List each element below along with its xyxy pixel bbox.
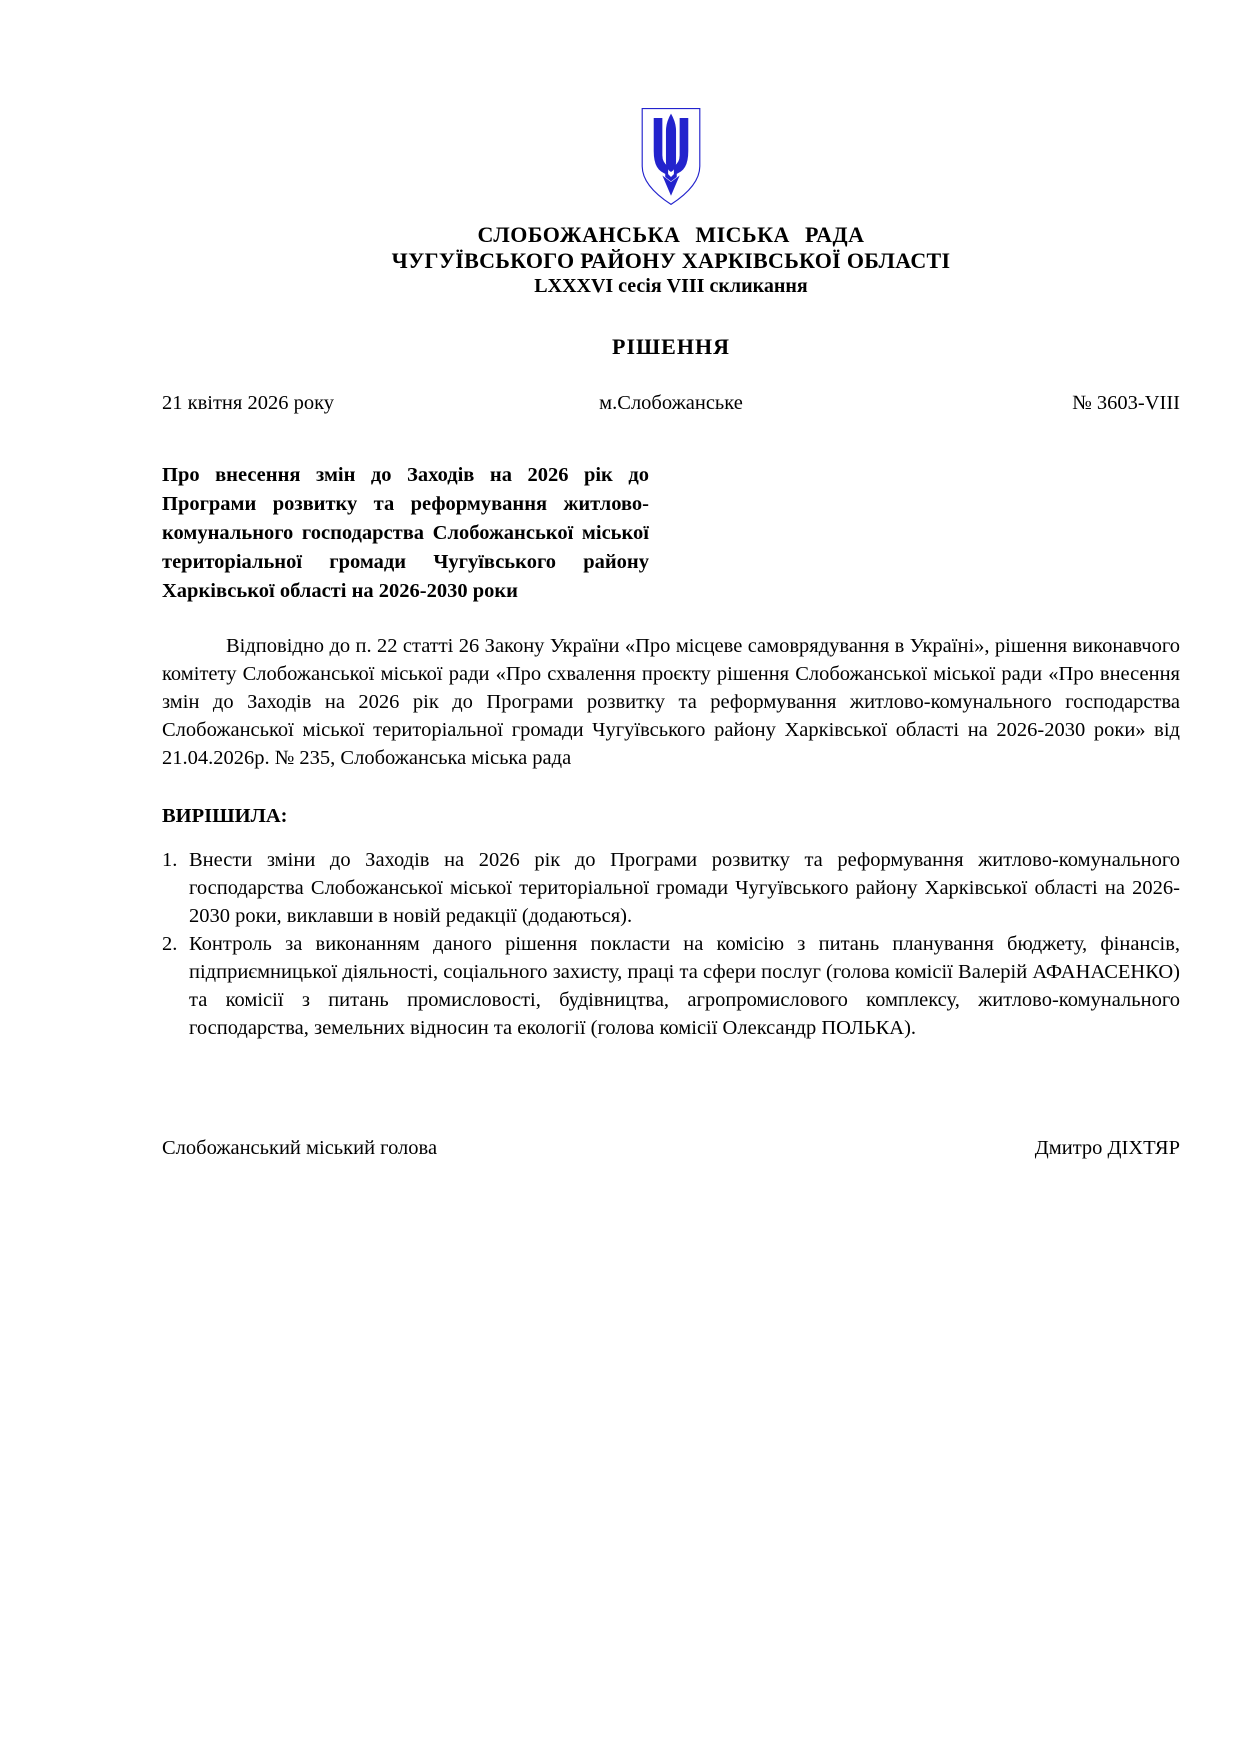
document-type-title: РІШЕННЯ: [612, 334, 730, 359]
list-item-number: 1.: [162, 849, 178, 871]
ukraine-trident-emblem-icon: [635, 100, 707, 218]
signature-row: [162, 1135, 1180, 1162]
decision-number: № 3603-VIII: [1072, 392, 1180, 414]
council-name: СЛОБОЖАНСЬКА МІСЬКА РАДА: [477, 222, 865, 247]
decision-date: 21 квітня 2026 року: [162, 392, 334, 414]
list-item-text: Внести зміни до Заходів на 2026 рік до Програми розвитку та реформування житлово-комунального господарства Слобожанської міської територіальної громади Чугуївського району Харківської області на 2026-2030 роки, виклавши в новій редакції (додаються).: [189, 849, 1180, 927]
decision-subject: Про внесення змін до Заходів на 2026 рік до Програми розвитку та реформування житлово-комунального господарства Слобожанської міської територіальної громади Чугуївського району Харківської області на 2026-2030 роки: [162, 464, 649, 602]
signature-title: Слобожанський міський голова: [162, 1137, 438, 1159]
meta-row: [162, 390, 1180, 417]
signature-name: Дмитро ДІХТЯР: [1034, 1137, 1180, 1159]
council-district: ЧУГУЇВСЬКОГО РАЙОНУ ХАРКІВСЬКОЇ ОБЛАСТІ: [391, 248, 951, 273]
resolution-list: [162, 846, 1180, 1042]
list-item: [162, 930, 1180, 1042]
list-item-text: Контроль за виконанням даного рішення покласти на комісію з питань планування бюджету, фінансів, підприємницької діяльності, соціального захисту, праці та сфери послуг (голова комісії Валерій АФАНАСЕНКО) та комісії з питань промисловості, будівництва, агропромислового комплексу, житлово-комунального господарства, земельних відносин та екології (голова комісії Олександр ПОЛЬКА).: [189, 933, 1180, 1039]
list-item: [162, 846, 1180, 930]
preamble-paragraph: Відповідно до п. 22 статті 26 Закону України «Про місцеве самоврядування в Україні», рішення виконавчого комітету Слобожанської міської ради «Про схвалення проєкту рішення Слобожанської міської ради «Про внесення змін до Заходів на 2026 рік до Програми розвитку та реформування житлово-комунального господарства Слобожанської міської територіальної громади Чугуївського району Харківської області на 2026-2030 роки» від 21.04.2026р. № 235, Слобожанська міська рада: [162, 635, 1180, 769]
decision-place: м.Слобожанське: [599, 392, 743, 414]
resolved-label: ВИРІШИЛА:: [162, 805, 288, 827]
list-item-number: 2.: [162, 933, 178, 955]
session-line: LXXXVI сесія VIII скликання: [534, 275, 808, 297]
document-body: [162, 0, 1180, 1162]
